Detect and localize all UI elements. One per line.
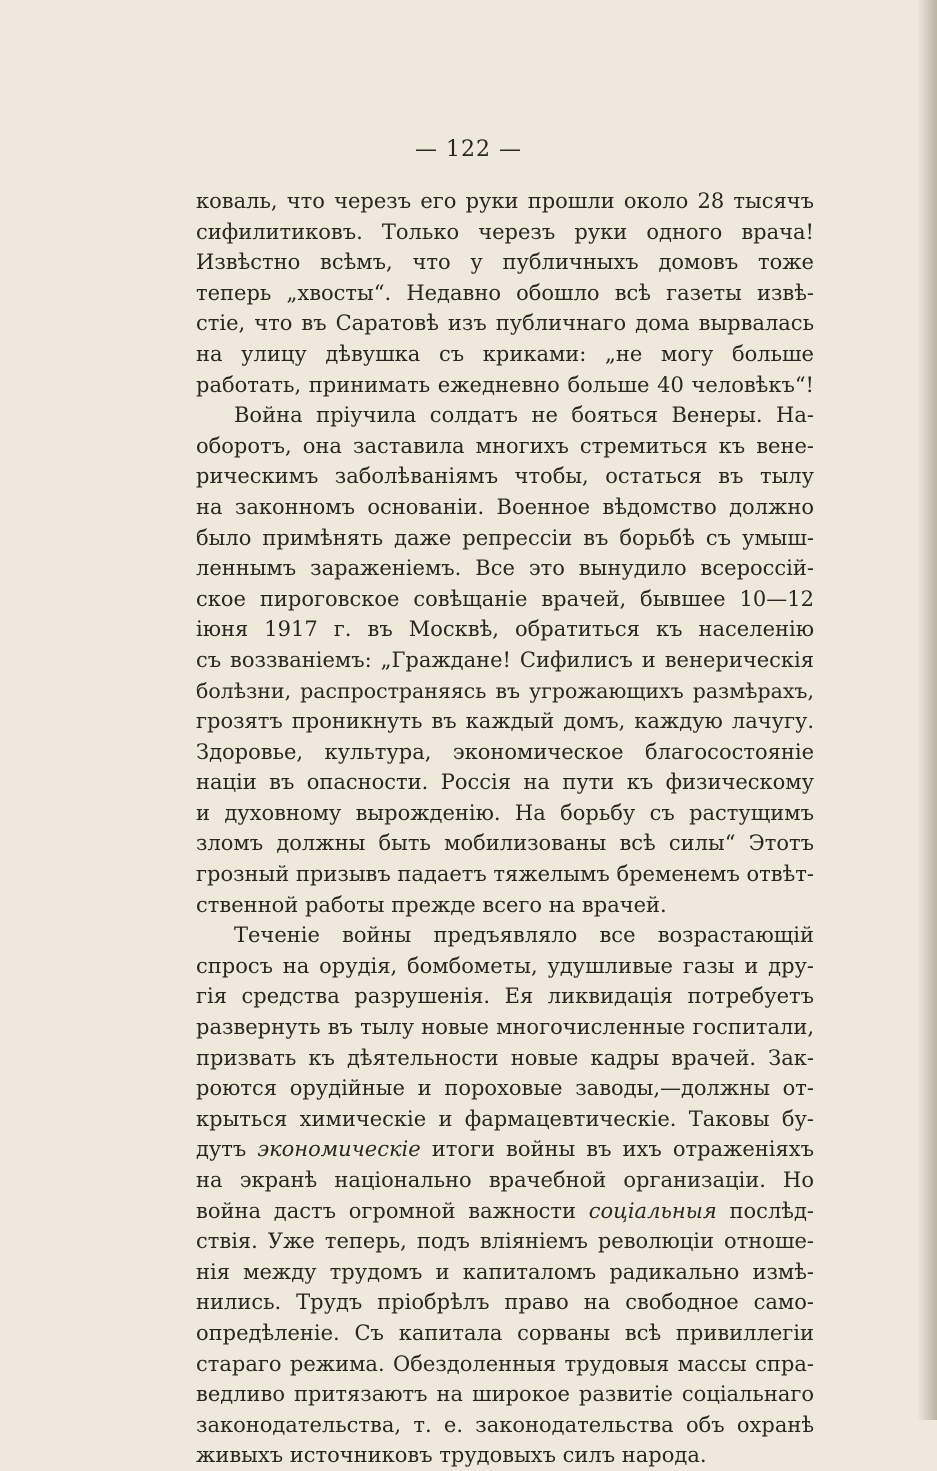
text-line: крыться химическіе и фармацевтическіе. Таковы бу- xyxy=(196,1106,814,1131)
text-line: стіе, что въ Саратовѣ изъ публичнаго дома вырвалась xyxy=(196,311,814,336)
text-line: ствія. Уже теперь, подъ вліяніемъ революціи отноше- xyxy=(196,1229,814,1254)
text-line: коваль, что черезъ его руки прошли около 28 тысячъ xyxy=(196,189,814,213)
text-line: Извѣстно всѣмъ, что у публичныхъ домовъ тоже xyxy=(196,250,814,275)
paragraph-first-line: Война пріучила солдатъ не бояться Венеры. На- xyxy=(234,403,814,428)
text-line: нились. Трудъ пріобрѣлъ право на свободное само- xyxy=(196,1290,814,1315)
text-line: стараго режима. Обездоленныя трудовыя массы спра- xyxy=(196,1351,814,1376)
text-fragment: послѣд- xyxy=(729,1198,814,1223)
text-line: спросъ на орудія, бомбометы, удушливые газы и дру- xyxy=(196,953,814,978)
text-line: законодательства, т. е. законодательства объ охранѣ xyxy=(196,1412,814,1437)
text-line: и духовному вырожденію. На борьбу съ растущимъ xyxy=(196,800,814,825)
page-edge-shadow xyxy=(917,0,937,1420)
text-line: было примѣнять даже репрессіи въ борьбѣ съ умыш- xyxy=(196,525,814,550)
text-line: іюня 1917 г. въ Москвѣ, обратиться къ населенію xyxy=(196,617,814,642)
paragraph-first-line: Теченіе войны предъявляло все возрастающій xyxy=(234,923,814,948)
body-text xyxy=(196,186,814,1471)
text-line-with-emphasis xyxy=(196,1134,814,1165)
text-line: грозятъ проникнуть въ каждый домъ, каждую лачугу. xyxy=(196,709,814,734)
page-number: — 122 — xyxy=(415,137,522,162)
text-line: на экранѣ національно врачебной организаціи. Но xyxy=(196,1168,814,1192)
text-line: сифилитиковъ. Только черезъ руки одного врача! xyxy=(196,219,814,244)
paragraph-last-line: ственной работы прежде всего на врачей. xyxy=(196,892,667,917)
text-line: зломъ должны быть мобилизованы всѣ силы“ Этотъ xyxy=(196,831,814,856)
text-line: грозный призывъ падаетъ тяжелымъ бременемъ отвѣт- xyxy=(196,862,814,887)
text-line: ское пироговское совѣщаніе врачей, бывшее 10—12 xyxy=(196,586,814,611)
text-line: развернуть въ тылу новые многочисленные госпитали, xyxy=(196,1015,814,1040)
text-line: роются орудійные и пороховые заводы,—должны от- xyxy=(196,1076,814,1101)
text-line: націи въ опасности. Россія на пути къ физическому xyxy=(196,770,814,795)
text-line: леннымъ зараженіемъ. Все это вынудило всероссій- xyxy=(196,556,814,581)
text-line: съ воззваніемъ: „Граждане! Сифилисъ и венерическія xyxy=(196,647,814,672)
text-line: рическимъ заболѣваніямъ чтобы, остаться въ тылу xyxy=(196,464,814,489)
text-line: на законномъ основаніи. Военное вѣдомство должно xyxy=(196,494,814,519)
text-line: теперь „хвосты“. Недавно обошло всѣ газеты извѣ- xyxy=(196,280,814,305)
text-fragment: дутъ xyxy=(196,1137,247,1162)
text-line: гія средства разрушенія. Ея ликвидація потребуетъ xyxy=(196,984,814,1009)
text-line: призвать къ дѣятельности новые кадры врачей. Зак- xyxy=(196,1045,814,1070)
text-line: ведливо притязаютъ на широкое развитіе соціальнаго xyxy=(196,1382,814,1407)
text-line: нія между трудомъ и капиталомъ радикально измѣ- xyxy=(196,1259,814,1284)
emphasized-word: экономическіе xyxy=(257,1137,421,1162)
text-line: работать, принимать ежедневно больше 40 человѣкъ“! xyxy=(196,372,814,397)
emphasized-word: соціальныя xyxy=(588,1198,717,1223)
text-fragment: война дастъ огромной важности xyxy=(196,1198,576,1223)
text-line: на улицу дѣвушка съ криками: „не могу больше xyxy=(196,341,814,366)
text-line: опредѣленіе. Съ капитала сорваны всѣ привиллегіи xyxy=(196,1320,814,1345)
text-fragment: итоги войны въ ихъ отраженіяхъ xyxy=(431,1137,814,1162)
text-line: Здоровье, культура, экономическое благосостояніе xyxy=(196,739,814,764)
text-line: болѣзни, распространяясь въ угрожающихъ размѣрахъ, xyxy=(196,678,814,703)
text-line: оборотъ, она заставила многихъ стремиться къ вене- xyxy=(196,433,814,458)
paragraph-last-line: живыхъ источниковъ трудовыхъ силъ народа. xyxy=(196,1443,707,1468)
text-line-with-emphasis xyxy=(196,1196,814,1227)
